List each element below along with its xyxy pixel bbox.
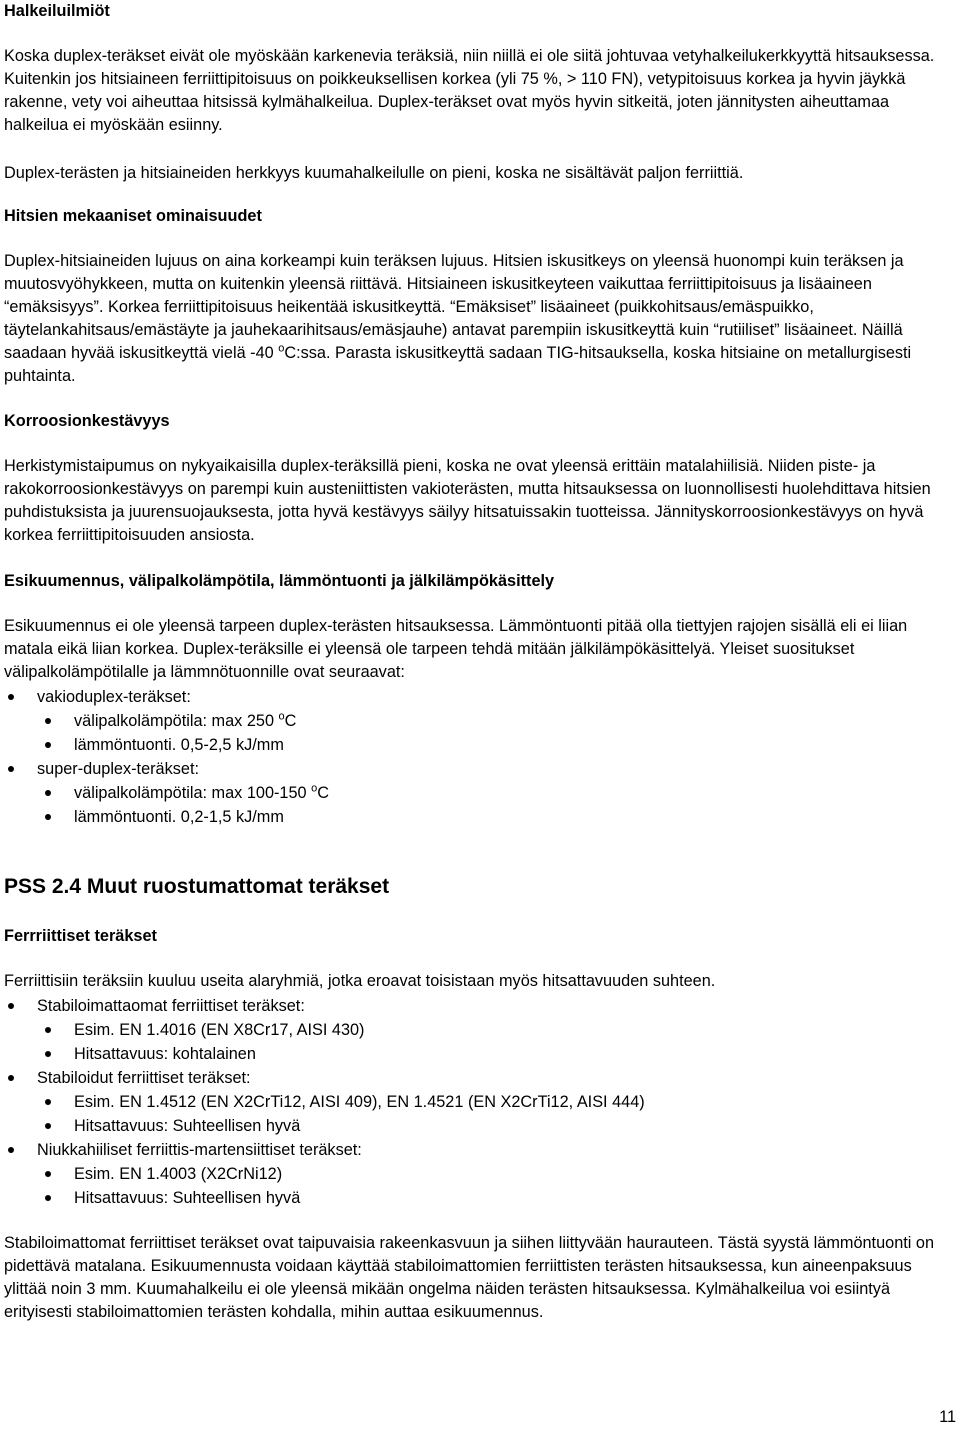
degree-superscript: o <box>278 710 285 723</box>
paragraph-mekaaniset-part-b: C:ssa. Parasta iskusitkeyttä sadaan TIG-hitsauksella, koska hitsiaine on metallurgisesti puhtainta. <box>4 344 912 385</box>
paragraph-halkeilu-2: Duplex-terästen ja hitsiaineiden herkkyys kuumahalkeilulle on pieni, koska ne sisältävät paljon ferriittiä. <box>4 164 744 182</box>
list-item-text: C <box>317 784 330 802</box>
list-item-text: välipalkolämpötila: max 250 <box>74 712 279 730</box>
list-item: Esim. EN 1.4512 (EN X2CrTi12, AISI 409), EN 1.4521 (EN X2CrTi12, AISI 444) <box>4 1090 956 1114</box>
heading-ferriittiset-teraskset: Ferrriittiset teräkset <box>4 927 157 945</box>
list-item: Niukkahiiliset ferriittis-martensiittiset teräkset: <box>4 1138 956 1162</box>
list-item-text: välipalkolämpötila: max 100-150 <box>74 784 312 802</box>
list-item-text: C <box>284 712 297 730</box>
heading-halkeiluilmiot: Halkeiluilmiöt <box>4 2 110 20</box>
list-lampotilat <box>4 685 956 829</box>
paragraph-ferriittiset-2: Stabiloimattomat ferriittiset teräkset ovat taipuvaisia rakeenkasvuun ja siihen liittyvään haurauteen. Tästä syystä lämmöntuonti on pidettävä matalana. Esikuumennusta voidaan käyttää stabiloimattomien ferriittisten terästen hitsauksessa, kun aineenpaksuus ylittää noin 3 mm. Kuumahalkeilu ei ole yleensä mikään ongelma näiden terästen hitsauksessa. Kylmähalkeilua voi esiintyä erityisesti stabiloimattomien terästen kohdalla, mihin auttaa esikuumennus. <box>4 1234 935 1321</box>
paragraph-esikuumennus: Esikuumennus ei ole yleensä tarpeen duplex-terästen hitsauksessa. Lämmöntuonti pitää olla tiettyjen rajojen sisällä eli ei liian matala eikä liian korkea. Duplex-teräksille ei yleensä ole tarpeen tehdä mitään jälkilämpökäsittelyä. Yleiset suositukset välipalkolämpötilalle ja lämmnötuonnille ovat seuraavat: <box>4 617 908 681</box>
paragraph-mekaaniset <box>4 250 956 388</box>
page-number: 11 <box>939 1408 956 1426</box>
list-item <box>4 709 956 733</box>
paragraph-mekaaniset-part-a: Duplex-hitsiaineiden lujuus on aina korkeampi kuin teräksen lujuus. Hitsien iskusitkeys on yleensä huonompi kuin teräksen ja muutosvyöhykkeen, mutta on kuitenkin yleensä riittävä. Hitsiaineen iskusitkeyteen vaikuttaa ferriittipitoisuus ja lisäaineen “emäksisyys”. Korkea ferriittipitoisuus heikentää iskusitkeyttä. “Emäksiset” lisäaineet (puikkohitsaus/emäspuikko, täytelankahitsaus/emästäyte ja jauhekaarihitsaus/emäsjauhe) antavat parempiin iskusitkeyttä kuin “rutiiliset” lisäaineet. Näillä saadaan hyvää iskusitkeyttä vielä -40 <box>4 252 904 362</box>
heading-esikuumennus: Esikuumennus, välipalkolämpötila, lämmöntuonti ja jälkilämpökäsittely <box>4 572 555 590</box>
list-item: Esim. EN 1.4003 (X2CrNi12) <box>4 1162 956 1186</box>
degree-superscript: o <box>278 342 285 355</box>
list-item: Hitsattavuus: kohtalainen <box>4 1042 956 1066</box>
degree-superscript: o <box>311 782 318 795</box>
heading-korroosionkestavyys: Korroosionkestävyys <box>4 412 170 430</box>
list-item: Hitsattavuus: Suhteellisen hyvä <box>4 1186 956 1210</box>
heading-mekaaniset-ominaisuudet: Hitsien mekaaniset ominaisuudet <box>4 207 262 225</box>
list-item: Stabiloidut ferriittiset teräkset: <box>4 1066 956 1090</box>
paragraph-korroosio: Herkistymistaipumus on nykyaikaisilla duplex-teräksillä pieni, koska ne ovat yleensä erittäin matalahiilisiä. Niiden piste- ja rakokorroosionkestävyys on parempi kuin austeniittisten vakioterästen, mutta hitsauksessa on luonnollisesti huolehdittava hitsien puhdistuksista ja juurensuojauksesta, jotta hyvä kestävyys säilyy hitsatuissakin tuotteissa. Jännityskorroosionkestävyys on hyvä korkea ferriittipitoisuuden ansiosta. <box>4 457 931 544</box>
list-item: lämmöntuonti. 0,5-2,5 kJ/mm <box>4 733 956 757</box>
list-item: Stabiloimattaomat ferriittiset teräkset: <box>4 994 956 1018</box>
list-ferriittiset <box>4 994 956 1210</box>
paragraph-ferriittiset-1: Ferriittisiin teräksiin kuuluu useita alaryhmiä, jotka eroavat toisistaan myös hitsattavuuden suhteen. <box>4 972 716 990</box>
list-item: Hitsattavuus: Suhteellisen hyvä <box>4 1114 956 1138</box>
list-item: vakioduplex-teräkset: <box>4 685 956 709</box>
list-item: super-duplex-teräkset: <box>4 757 956 781</box>
list-item: lämmöntuonti. 0,2-1,5 kJ/mm <box>4 805 956 829</box>
list-item <box>4 781 956 805</box>
list-item: Esim. EN 1.4016 (EN X8Cr17, AISI 430) <box>4 1018 956 1042</box>
heading-pss-2-4: PSS 2.4 Muut ruostumattomat teräkset <box>4 875 390 898</box>
paragraph-halkeilu-1: Koska duplex-teräkset eivät ole myöskään karkenevia teräksiä, niin niillä ei ole siitä johtuvaa vetyhalkeilukerkkyyttä hitsauksessa. Kuitenkin jos hitsiaineen ferriittipitoisuus on poikkeuksellisen korkea (yli 75 %, > 110 FN), vetypitoisuus korkea ja hyvin jäykkä rakenne, vety voi aiheuttaa hitsissä kylmähalkeilua. Duplex-teräkset ovat myös hyvin sitkeitä, joten jännitysten aiheuttamaa halkeilua ei myöskään esiinny. <box>4 47 935 134</box>
